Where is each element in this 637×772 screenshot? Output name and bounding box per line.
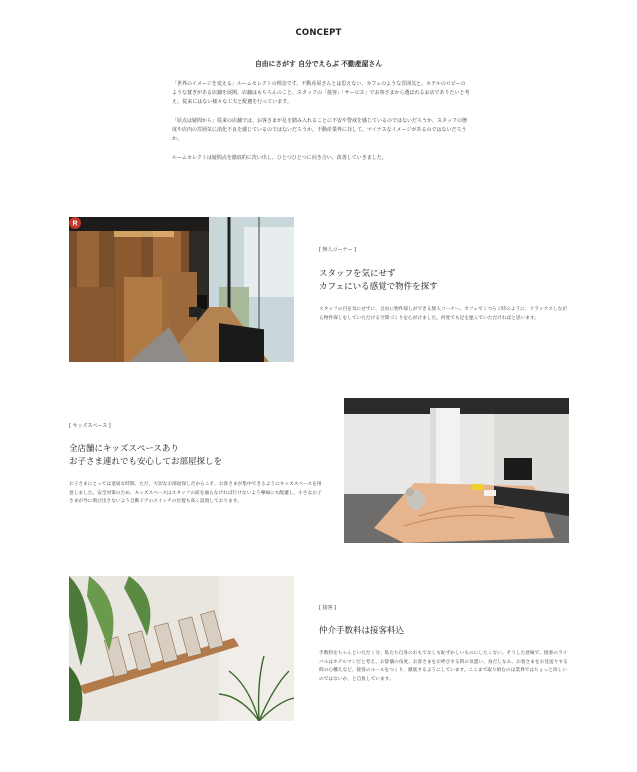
intro-paragraph-2: 「原点は疑問から」従来の店舗では、お客さまが足を踏み入れることに不安や警戒を感じているのではないだろうか、スタッフの態度や店内の雰囲気に消化不良を感じているのではないだろうか。不動産業界に対して、マイナスなイメージがあるのではないだろうか。: [172, 118, 468, 142]
intro-paragraph-1: 「世界のイメージを変える」ルームセレクトの理念です。不動産屋さんとは思えない、カフェのような雰囲気と、ホテルのロビーのような寛ぎがある店舗を展開。店舗はもちろんのこと、スタッフの「接客」「サービス」でお客さまから選ばれるお店でありたいと考え、従来にはない様々な工夫と配慮を行っています。: [172, 81, 470, 105]
intro-paragraph-3: ルームセレクトは疑問点を徹底的に洗い出し、ひとつひとつに向き合い、改善していきました。: [172, 155, 387, 161]
section-1-body: スタッフの目を気にせずに、自由に物件探しができる無人コーナー。カフェでくつろぐ時のように、リラックスしながら物件探しをしていただける空間づくりを心がけました。何度でも足を運んでいただければと思います。: [319, 307, 567, 321]
section-2-title: [69, 443, 329, 469]
section-2-title-line-2: お子さま連れでも安心してお部屋探しを: [69, 457, 223, 467]
brochure-shelf-illustration: [69, 576, 294, 721]
section-3-body: 手数料をちゃんといただく分、私たち自身のおもてなしも恥ずかしいものにしたくない。そうした意味で、接客のライバルはホテルマンだと考え、お辞儀の角度、お客さまをお呼びする時の気遣い、身だしなみ、お客さまをお見送りする時の心構えなど、接客のルールをつくり、徹底するようにしています。ここまで取り組むのは業界ではちょっと珍しいのではないか、と自負しています。: [319, 651, 568, 682]
kids-space-photo: [344, 398, 569, 543]
page-title: CONCEPT: [295, 28, 342, 38]
lounge-photo: [69, 217, 294, 362]
section-2-tag: [ キッズスペース ]: [69, 423, 111, 429]
section-3-tag: [ 接客 ]: [319, 605, 337, 611]
section-3-title-line-1: 仲介手数料は接客料込: [319, 626, 405, 636]
page-subtitle: 自由にさがす 自分でえらぶ 不動産屋さん: [254, 60, 383, 68]
brochure-shelf-photo: [69, 576, 294, 721]
section-1-tag: [ 無人コーナー ]: [319, 247, 357, 253]
logo-badge-letter: R: [72, 220, 78, 228]
section-3-title: [319, 625, 579, 638]
section-2-body: お子さまにとっては退屈な時間。ただ、大切なお部屋探しだからこそ、お客さまが集中できるようにキッズスペースを用意しました。安全対策のため、キッズスペースはスタッフの前を通らなければ行けないよう導線にも配慮し、小さなお子さまが外に飛び出さないよう自動ドアのスイッチの位置も高く設置しております。: [69, 482, 322, 505]
section-1-title: [319, 268, 579, 294]
section-1-title-line-2: カフェにいる感覚で物件を探す: [319, 282, 438, 292]
section-1-title-line-1: スタッフを気にせず: [319, 269, 396, 279]
intro-text: [172, 80, 470, 173]
kids-space-illustration: [344, 398, 569, 543]
section-2-title-line-1: 全店舗にキッズスペースあり: [69, 444, 179, 454]
lounge-illustration: [69, 217, 294, 362]
